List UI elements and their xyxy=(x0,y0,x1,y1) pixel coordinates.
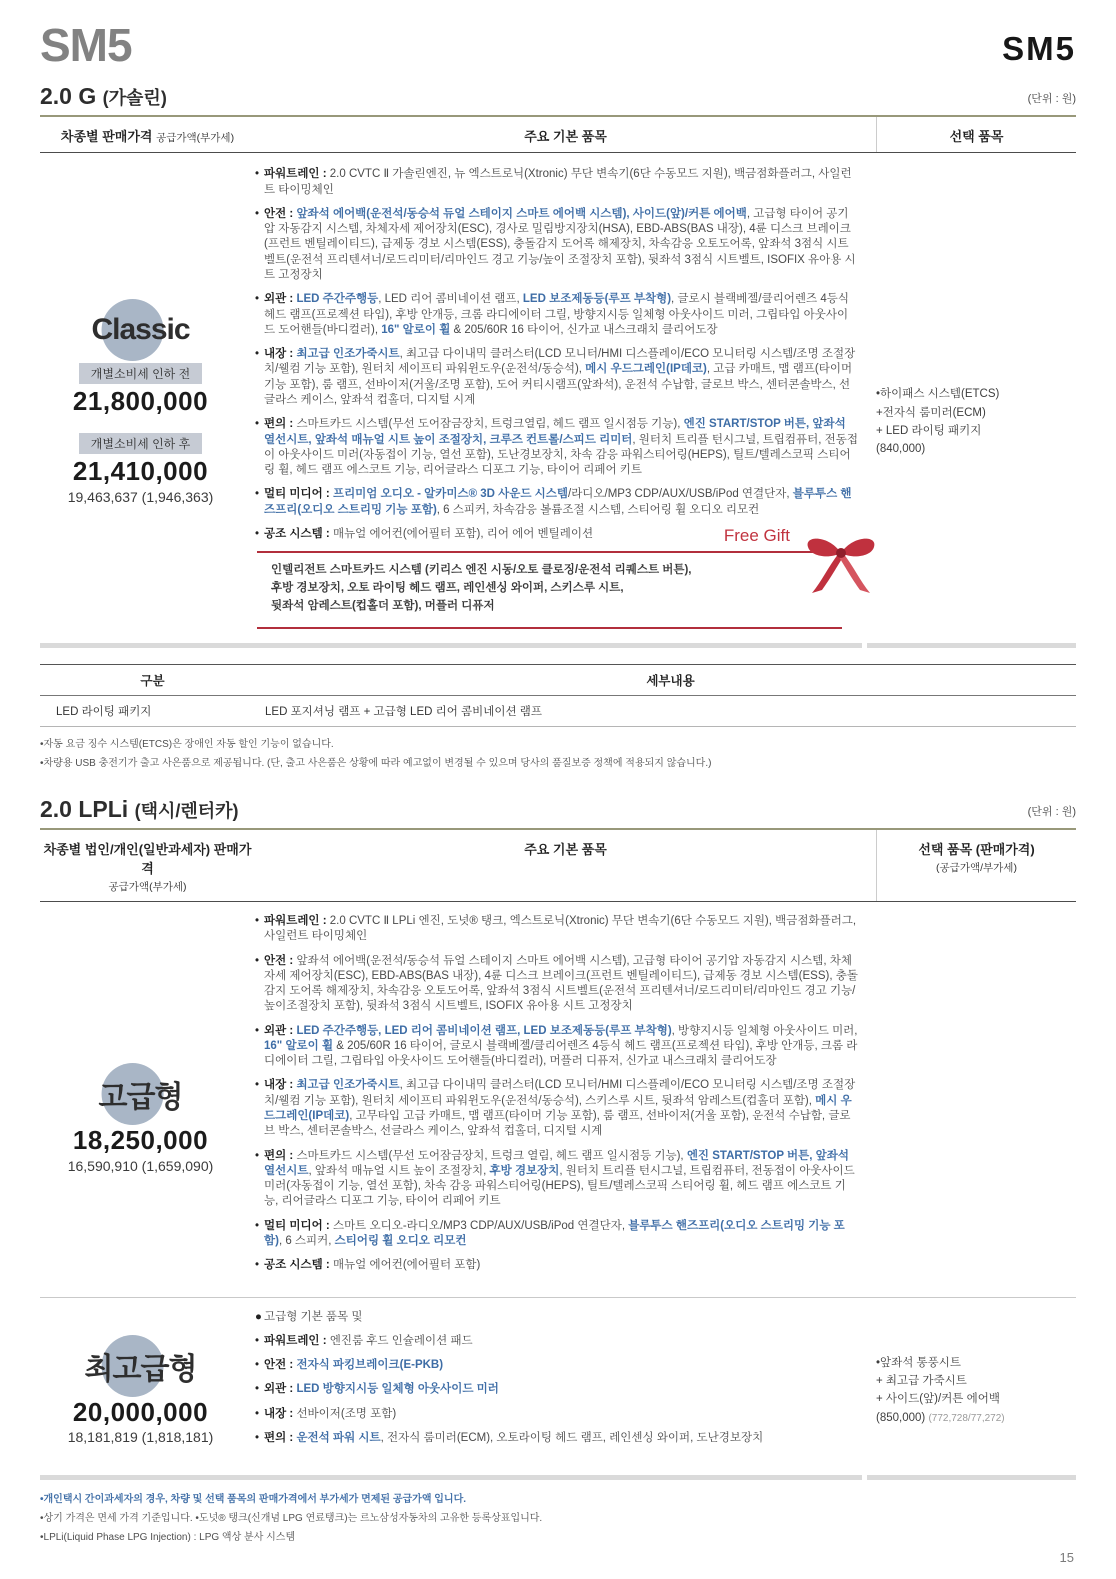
lpli-col-options: 선택 품목 (판매가격) (공급가액/부가세) xyxy=(876,830,1076,901)
feature-line: • 외관 : LED 주간주행등, LED 리어 콤비네이션 램프, LED 보조제동등(루프 부착형), 방향지시등 일체형 아웃사이드 미러, 16" 알로이 휠 & 205/60R 16 타이어, 글로시 블랙베젤/클리어렌즈 4등식 헤드 램프(프로젝션 타입), 후방 안개등, 크롬 라디에이터 그릴, 그립타입 아웃사이드 도어핸들(바디컬러), 머플러 디퓨저, 신가교 내스크래치 클리어도장 xyxy=(255,1024,858,1068)
free-gift-line: 인텔리전트 스마트카드 시스템 (키리스 엔진 시동/오토 클로징/운전석 리퀘스트 버튼), xyxy=(271,564,692,577)
package-table-row xyxy=(40,696,1076,727)
option-line: (850,000) (772,728/77,272) xyxy=(876,1411,1005,1424)
option-line: •하이패스 시스템(ETCS) xyxy=(876,388,1000,401)
gasoline-feature-column xyxy=(255,167,876,630)
package-col-category: 구분 xyxy=(140,673,165,688)
footnote-line: •차량용 USB 충전기가 출고 사은품으로 제공됩니다. (단, 출고 사은품은 상황에 따라 예고없이 변경될 수 있으며 당사의 품질보증 정책에 적용되지 않습니다.) xyxy=(40,757,712,769)
feature-line: • 내장 : 최고급 인조가죽시트, 최고급 다이내믹 클러스터(LCD 모니터/HMI 디스플레이/ECO 모니터링 시스템/조명 조절장치/웰컴 기능 포함), 원터치 세이프티 파워윈도우(운전석/동승석), 스키스루 시트, 뒷좌석 암레스트(컵홀더 포함), 메시 우드그레인(IP데코), 고무타입 고급 카매트, 맵 램프(타이머 기능 포함), 룸 램프, 선바이저(거울 포함), 운전석 수납함, 글로브 박스, 센터콘솔박스, 선글라스 케이스, 앞좌석 컵홀더, 디지털 시계 xyxy=(255,1079,856,1138)
gasoline-price-table xyxy=(40,115,1076,647)
page-number: 15 xyxy=(1059,1550,1074,1565)
lpli-section-title xyxy=(40,797,239,822)
feature-line: • 안전 : 앞좌석 에어백(운전석/동승석 듀얼 스테이지 스마트 에어백 시스템), 고급형 타이어 공기압 자동감지 시스템, 차체자세 제어장치(ESC), EBD-ABS(BAS 내장), 4륜 디스크 브레이크(프런트 벤틸레이티드), 급제동 경보 시스템(ESS), 충돌감지 도어록 해제장치, 차속감응 오토도어록, 앞좌석 3점식 시트벨트(운전석 프리텐셔너/로드리미터/리마인드 경고 기능/높이조절장치 포함), 뒷좌석 3점식 시트벨트, ISOFIX 유아용 시트 고정장치 xyxy=(255,954,858,1013)
option-line: + LED 라이팅 패키지 xyxy=(876,425,982,438)
brand-logo: SM5 xyxy=(1002,30,1076,67)
section-separator-band xyxy=(40,1475,1076,1480)
lpli-col-price: 차종별 법인/개인(일반과세자) 판매가격 공급가액(부가세) xyxy=(40,830,255,901)
lpli-price-table xyxy=(40,828,1076,1480)
feature-line: • 외관 : LED 주간주행등, LED 리어 콤비네이션 램프, LED 보조제동등(루프 부착형), 글로시 블랙베젤/클리어렌즈 4등식 헤드 램프(프로젝션 타입), 후방 안개등, 크롬 라디에이터 그릴, 방향지시등 일체형 아웃사이드 미러, 그립타입 아웃사이드 도어핸들(바디컬러), 16" 알로이 휠 & 205/60R 16 타이어, 신가교 내스크래치 클리어도장 xyxy=(255,293,849,336)
free-gift-label: Free Gift xyxy=(723,526,790,546)
feature-line: • 파워트레인 : 2.0 CVTC Ⅱ 가솔린엔진, 뉴 엑스트로닉(Xtronic) 무단 변속기(6단 수동모드 지원), 백금점화플러그, 사일런트 타이밍체인 xyxy=(255,168,852,196)
package-row-detail: LED 포지셔닝 램프 + 고급형 LED 리어 콤비네이션 램프 xyxy=(265,705,542,718)
lpli-col-options-sub: (공급가액/부가세) xyxy=(936,861,1017,874)
tax-after-label: 개별소비세 인하 후 xyxy=(79,433,202,454)
brand-title: SM5 xyxy=(40,19,132,71)
gasoline-table-header xyxy=(40,117,1076,153)
premium-feature-column xyxy=(255,914,876,1283)
lpli-section-header xyxy=(40,797,1076,822)
gasoline-col-options: 선택 품목 xyxy=(876,117,1076,152)
premium-trim-name: 고급형 xyxy=(98,1080,183,1114)
gasoline-unit-label: (단위 : 원) xyxy=(1027,93,1076,106)
feature-line: ● 고급형 기본 품목 및 xyxy=(255,1310,363,1323)
topbar xyxy=(40,0,1076,71)
free-gift-lines xyxy=(271,562,746,615)
classic-supply-price: 19,463,637 (1,946,363) xyxy=(67,489,214,506)
footnote-line: •자동 요금 징수 시스템(ETCS)은 장애인 자동 할인 기능이 없습니다. xyxy=(40,738,334,750)
gasoline-col-price: 차종별 판매가격 공급가액(부가세) xyxy=(60,129,235,145)
gasoline-table-body xyxy=(40,153,1076,630)
feature-line: • 내장 : 선바이저(조명 포함) xyxy=(255,1407,397,1420)
option-line: +전자식 룸미러(ECM) xyxy=(876,406,986,419)
classic-badge xyxy=(91,313,189,347)
top-option-column xyxy=(876,1310,1076,1456)
footnote-line: •LPLi(Liquid Phase LPG Injection) : LPG 액상 분사 시스템 xyxy=(40,1532,296,1544)
top-feature-column xyxy=(255,1310,876,1456)
ribbon-bow-icon xyxy=(798,519,884,605)
gasoline-title-note: (가솔린) xyxy=(102,88,167,108)
lpli-trim-row-premium xyxy=(40,902,1076,1291)
classic-price-before: 21,800,000 xyxy=(72,386,209,417)
feature-line: • 편의 : 운전석 파워 시트, 전자식 룸미러(ECM), 오토라이팅 헤드 램프, 레인센싱 와이퍼, 도난경보장치 xyxy=(255,1431,764,1444)
feature-line: • 공조 시스템 : 매뉴얼 에어컨(에어필터 포함) xyxy=(255,1259,481,1272)
lpli-col-price-sub: 공급가액(부가세) xyxy=(108,880,187,893)
tax-before-label: 개별소비세 인하 전 xyxy=(79,363,202,384)
feature-line: • 내장 : 최고급 인조가죽시트, 최고급 다이내믹 클러스터(LCD 모니터/HMI 디스플레이/ECO 모니터링 시스템/조명 조절장치/웰컴 기능 포함), 원터치 세이프티 파워윈도우(운전석/동승석), 메시 우드그레인(IP데코), 고급 카매트, 맵 램프(타이머 기능 포함), 룸 램프, 선바이저(거울/조명 포함), 도어 커티시램프(앞좌석), 운전석 수납함, 글로브 박스, 센터콘솔박스, 선글라스 케이스, 앞좌석 컵홀더, 디지털 시계 xyxy=(255,348,856,406)
gasoline-section-header xyxy=(40,84,1076,109)
free-gift-line: 후방 경보장치, 오토 라이팅 헤드 램프, 레인센싱 와이퍼, 스키스루 시트, xyxy=(271,582,624,595)
top-badge xyxy=(85,1344,197,1388)
top-trim-name: 최고급형 xyxy=(84,1352,197,1386)
gasoline-section-title xyxy=(40,84,167,109)
feature-line: • 멀티 미디어 : 스마트 오디오-라디오/MP3 CDP/AUX/USB/iPod 연결단자, 블루투스 핸즈프리(오디오 스트리밍 기능 포함), 6 스피커, 스티어링 휠 오디오 리모컨 xyxy=(255,1219,845,1247)
package-row-name: LED 라이팅 패키지 xyxy=(56,705,152,718)
feature-line: • 멀티 미디어 : 프리미엄 오디오 - 알카미스® 3D 사운드 시스템/라디오/MP3 CDP/AUX/USB/iPod 연결단자, 블루투스 핸즈프리(오디오 스트리밍 기능 포함), 6 스피커, 차속감응 볼륨조절 시스템, 스티어링 휠 오디오 리모컨 xyxy=(255,488,852,516)
section-separator-band xyxy=(40,643,1076,648)
top-option-list xyxy=(876,1354,1076,1428)
gasoline-feature-list xyxy=(255,167,872,542)
option-line: •앞좌석 통풍시트 xyxy=(876,1356,961,1369)
gasoline-footnotes xyxy=(40,735,1076,773)
footnote-line: •상기 가격은 면세 가격 기준입니다. •도넛® 탱크(신개념 LPG 연료탱크)는 르노삼성자동차의 고유한 등록상표입니다. xyxy=(40,1513,543,1525)
option-line: + 최고급 가죽시트 xyxy=(876,1374,967,1387)
option-line: (840,000) xyxy=(876,443,926,456)
option-line: + 사이드(앞)/커튼 에어백 xyxy=(876,1393,1000,1406)
premium-supply-price: 16,590,910 (1,659,090) xyxy=(67,1157,214,1174)
gasoline-col-items: 주요 기본 품목 xyxy=(524,129,607,145)
package-col-detail: 세부내용 xyxy=(646,673,695,688)
premium-feature-list xyxy=(255,914,872,1274)
premium-option-column xyxy=(876,914,1076,1283)
classic-trim-cell xyxy=(40,167,255,630)
feature-line: • 안전 : 전자식 파킹브레이크(E-PKB) xyxy=(255,1359,444,1372)
lpli-title-note: (택시/렌터카) xyxy=(134,800,239,821)
feature-line: • 안전 : 앞좌석 에어백(운전석/동승석 듀얼 스테이지 스마트 에어백 시스템), 사이드(앞)/커튼 에어백, 고급형 타이어 공기압 자동감지 시스템, 차체자세 제어장치(ESC), 경사로 밀림방지장치(HSA), EBD-ABS(BAS 내장), 4륜 디스크 브레이크(프런트 벤틸레이티드), 급제동 경보 시스템(ESS), 충돌감지 도어록 해제장치, 차속감응 오토도어록, 앞좌석 3점식 시트벨트(운전석 프리텐셔너/로드리미터/리마인드 경고 기능/높이 조절장치 포함), 뒷좌석 3점식 시트벨트, ISOFIX 유아용 시트 고정장치 xyxy=(255,207,856,281)
premium-price: 18,250,000 xyxy=(72,1124,209,1155)
feature-line: • 공조 시스템 : 매뉴얼 에어컨(에어필터 포함), 리어 에어 벤틸레이션 xyxy=(255,527,594,540)
classic-option-list xyxy=(876,385,1076,459)
classic-price-after: 21,410,000 xyxy=(72,456,209,487)
top-feature-list xyxy=(255,1310,872,1447)
top-price: 20,000,000 xyxy=(72,1396,209,1427)
lpli-trim-row-top xyxy=(40,1297,1076,1464)
lpli-table-header xyxy=(40,830,1076,902)
top-trim-cell xyxy=(40,1310,255,1456)
gasoline-option-column xyxy=(876,167,1076,630)
premium-trim-cell xyxy=(40,914,255,1283)
feature-line: • 외관 : LED 방향지시등 일체형 아웃사이드 미러 xyxy=(255,1383,499,1396)
footnote-line: •개인택시 간이과세자의 경우, 차량 및 선택 품목의 판매가격에서 부가세가 면제된 공급가액 입니다. xyxy=(40,1494,467,1506)
feature-line: • 파워트레인 : 엔진룸 후드 인슐레이션 패드 xyxy=(255,1334,473,1347)
premium-badge xyxy=(99,1072,183,1116)
free-gift-line: 뒷좌석 암레스트(컵홀더 포함), 머플러 디퓨저 xyxy=(271,599,495,612)
feature-line: • 파워트레인 : 2.0 CVTC Ⅱ LPLi 엔진, 도넛® 탱크, 엑스트로닉(Xtronic) 무단 변속기(6단 수동모드 지원), 백금점화플러그, 사일런트 타이밍체인 xyxy=(255,914,857,943)
top-supply-price: 18,181,819 (1,818,181) xyxy=(67,1429,214,1446)
classic-trim-name: Classic xyxy=(91,313,190,347)
gasoline-title-text: 2.0 G xyxy=(40,83,97,109)
lpli-title-text: 2.0 LPLi xyxy=(40,795,129,822)
package-table-header xyxy=(40,664,1076,696)
lpli-unit-label: (단위 : 원) xyxy=(1027,805,1076,818)
package-detail-table xyxy=(40,664,1076,727)
lpli-footnotes xyxy=(40,1490,1076,1547)
feature-line: • 편의 : 스마트카드 시스템(무선 도어잠금장치, 트렁크열림, 헤드 램프 일시점등 기능), 엔진 START/STOP 버튼, 앞좌석 열선시트, 앞좌석 매뉴얼 시트 높이 조절장치, 크루즈 컨트롤/스피드 리미터, 원터치 트리플 턴시그널, 트립컴퓨터, 전동접이 아웃사이드 미러(자동접이 기능, 열선 포함), 도난경보장치, 차속 감응 파워스티어링(HEPS), 틸트/텔레스코픽 스티어링 휠, 헤드 램프 에스코트 기능, 리어글라스 디포그 기능, 타이어 리페어 키트 xyxy=(255,418,858,477)
feature-line: • 편의 : 스마트카드 시스템(무선 도어잠금장치, 트렁크 열림, 헤드 램프 일시점등 기능), 엔진 START/STOP 버튼, 앞좌석 열선시트, 앞좌석 매뉴얼 시트 높이 조절장치, 후방 경보장치, 원터치 트리플 턴시그널, 트립컴퓨터, 전동접이 아웃사이드 미러(자동접이 기능, 열선 포함), 차속 감응 파워스티어링(HEPS), 틸트/텔레스코픽 스티어링 휠, 헤드 램프 에스코트 기능, 리어글라스 디포그 기능, 타이어 리페어 키트 xyxy=(255,1149,855,1208)
gasoline-col-price-sub: 공급가액(부가세) xyxy=(156,132,235,145)
lpli-col-items: 주요 기본 품목 xyxy=(524,841,607,857)
